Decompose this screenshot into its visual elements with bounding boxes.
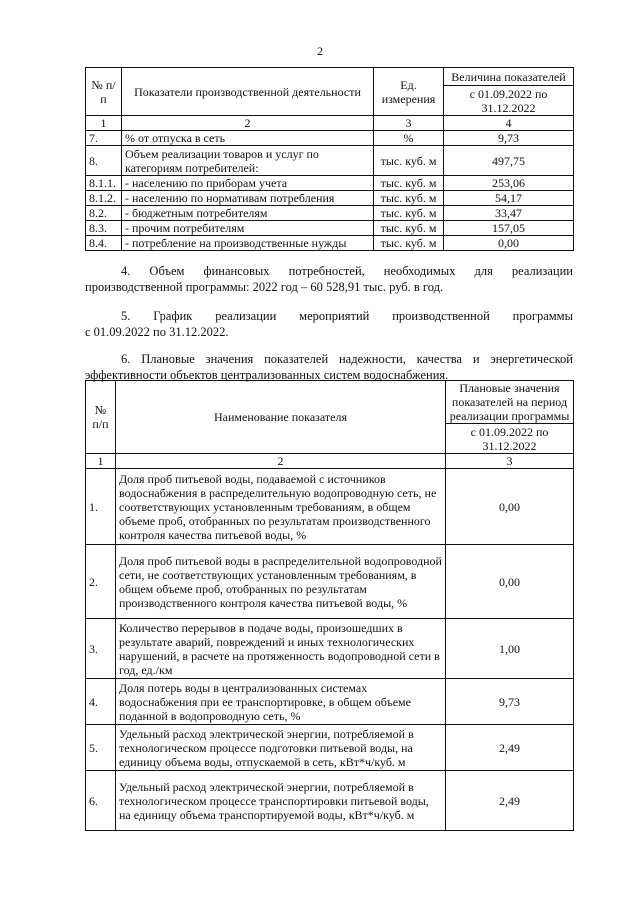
section-5-line-1: 5. График реализации мероприятий производственной программы <box>121 309 573 323</box>
row-num: 8. <box>86 146 122 176</box>
row-num: 2. <box>86 545 116 619</box>
table-row <box>86 545 574 619</box>
row-name: Количество перерывов в подаче воды, произошедших в результате аварий, повреждений и иных технологических нарушений, в расчете на протяженность водопроводной сети в год, ед./км <box>116 619 446 679</box>
row-value: 2,49 <box>446 725 574 771</box>
col-idx: 2 <box>122 116 374 131</box>
row-value: 497,75 <box>444 146 574 176</box>
row-value: 2,49 <box>446 771 574 831</box>
table-row <box>86 725 574 771</box>
row-value: 9,73 <box>444 131 574 146</box>
section-5-schedule <box>85 308 573 340</box>
table-row <box>86 131 574 146</box>
row-name: Доля проб питьевой воды, подаваемой с источников водоснабжения в распределительную водопроводную сеть, не соответствующих установленным требованиям, в общем объеме проб, отобранных по результатам производственного контроля качества питьевой воды, % <box>116 469 446 545</box>
row-name: Доля потерь воды в централизованных системах водоснабжения при ее транспортировке, в общем объеме поданной в водопроводную сеть, % <box>116 679 446 725</box>
table-row <box>86 771 574 831</box>
row-unit: тыс. куб. м <box>374 191 444 206</box>
row-unit: % <box>374 131 444 146</box>
reliability-indicators-table <box>85 380 574 831</box>
column-index-row <box>86 454 574 469</box>
table-row <box>86 469 574 545</box>
row-name: - потребление на производственные нужды <box>122 236 374 251</box>
production-indicators-table <box>85 67 574 251</box>
row-unit: тыс. куб. м <box>374 146 444 176</box>
table-row <box>86 176 574 191</box>
row-value: 54,17 <box>444 191 574 206</box>
section-5-line-2: с 01.09.2022 по 31.12.2022. <box>85 325 229 339</box>
header-name: Наименование показателя <box>116 381 446 454</box>
row-value: 0,00 <box>444 236 574 251</box>
row-value: 253,06 <box>444 176 574 191</box>
header-unit: Ед. измерения <box>374 68 444 116</box>
row-value: 0,00 <box>446 469 574 545</box>
col-idx: 3 <box>446 454 574 469</box>
row-name: Удельный расход электрической энергии, потребляемой в технологическом процессе подготовки питьевой воды, на единицу объема воды, отпускаемой в сеть, кВт*ч/куб. м <box>116 725 446 771</box>
table-row <box>86 206 574 221</box>
header-period: с 01.09.2022 по 31.12.2022 <box>446 424 574 454</box>
row-num: 6. <box>86 771 116 831</box>
col-idx: 1 <box>86 116 122 131</box>
table-row <box>86 679 574 725</box>
row-name: - населению по приборам учета <box>122 176 374 191</box>
row-num: 5. <box>86 725 116 771</box>
header-value-title: Величина показателей <box>444 68 574 86</box>
row-value: 157,05 <box>444 221 574 236</box>
section-6-line-2: эффективности объектов централизованных систем водоснабжения. <box>85 368 449 382</box>
column-index-row <box>86 116 574 131</box>
row-value: 9,73 <box>446 679 574 725</box>
table-row <box>86 236 574 251</box>
table-header-row <box>86 68 574 86</box>
row-unit: тыс. куб. м <box>374 236 444 251</box>
table-row <box>86 619 574 679</box>
row-unit: тыс. куб. м <box>374 221 444 236</box>
row-num: 8.4. <box>86 236 122 251</box>
row-value: 0,00 <box>446 545 574 619</box>
section-4-financial-needs <box>85 263 573 295</box>
table-row <box>86 191 574 206</box>
header-num: № п/п <box>86 381 116 454</box>
section-6-line-1: 6. Плановые значения показателей надежности, качества и энергетической <box>121 352 573 366</box>
section-4-line-1: 4. Объем финансовых потребностей, необходимых для реализации <box>121 264 573 278</box>
header-num: № п/п <box>86 68 122 116</box>
row-name: Объем реализации товаров и услуг по категориям потребителей: <box>122 146 374 176</box>
row-num: 8.1.1. <box>86 176 122 191</box>
section-4-line-2: производственной программы: 2022 год – 60 528,91 тыс. руб. в год. <box>85 280 444 294</box>
row-name: - бюджетным потребителям <box>122 206 374 221</box>
row-num: 8.2. <box>86 206 122 221</box>
row-value: 33,47 <box>444 206 574 221</box>
row-name: Доля проб питьевой воды в распределительной водопроводной сети, не соответствующих установленным требованиям, в общем объеме проб, отобранных по результатам производственного контроля качества питьевой воды, % <box>116 545 446 619</box>
table-row <box>86 221 574 236</box>
page-number: 2 <box>317 44 323 58</box>
header-indicator: Показатели производственной деятельности <box>122 68 374 116</box>
row-num: 4. <box>86 679 116 725</box>
col-idx: 4 <box>444 116 574 131</box>
table-row <box>86 146 574 176</box>
section-6-planned-values <box>85 351 573 383</box>
row-name: - населению по нормативам потребления <box>122 191 374 206</box>
header-plan-title: Плановые значения показателей на период реализации программы <box>446 381 574 424</box>
table-header-row <box>86 381 574 424</box>
row-name: Удельный расход электрической энергии, потребляемой в технологическом процессе транспортировки питьевой воды, на единицу объема транспортируемой воды, кВт*ч/куб. м <box>116 771 446 831</box>
col-idx: 1 <box>86 454 116 469</box>
row-num: 1. <box>86 469 116 545</box>
col-idx: 3 <box>374 116 444 131</box>
row-num: 8.3. <box>86 221 122 236</box>
row-unit: тыс. куб. м <box>374 176 444 191</box>
row-num: 7. <box>86 131 122 146</box>
col-idx: 2 <box>116 454 446 469</box>
row-num: 3. <box>86 619 116 679</box>
row-name: - прочим потребителям <box>122 221 374 236</box>
row-name: % от отпуска в сеть <box>122 131 374 146</box>
row-unit: тыс. куб. м <box>374 206 444 221</box>
row-num: 8.1.2. <box>86 191 122 206</box>
header-period: с 01.09.2022 по 31.12.2022 <box>444 86 574 116</box>
row-value: 1,00 <box>446 619 574 679</box>
